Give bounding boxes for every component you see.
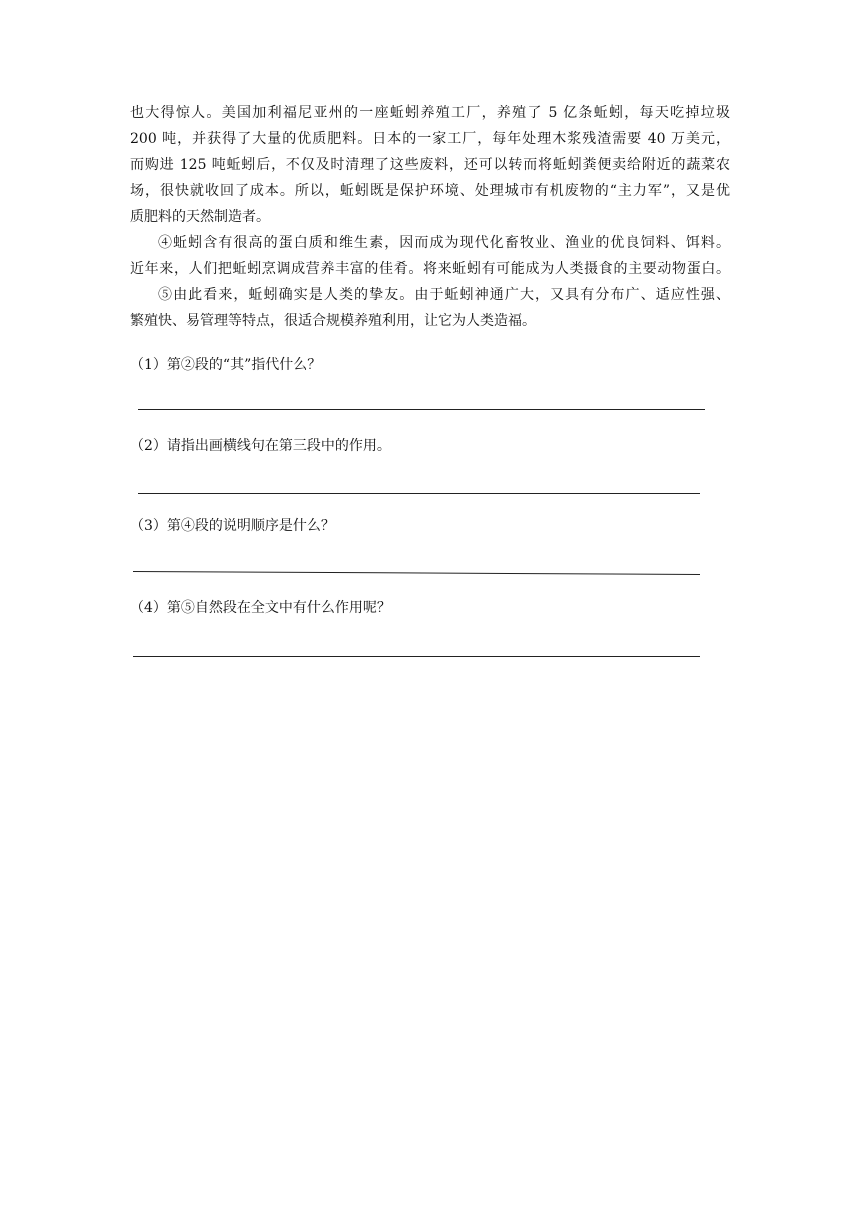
- passage-text: [130, 100, 730, 334]
- passage-line: 200 吨，并获得了大量的优质肥料。日本的一家工厂，每年处理木浆残渣需要 40 万美元，: [130, 131, 730, 147]
- passage-line: 而购进 125 吨蚯蚓后，不仅及时清理了这些废料，还可以转而将蚯蚓粪便卖给附近的蔬菜农: [130, 157, 730, 173]
- passage-line: ⑤由此看来，蚯蚓确实是人类的挚友。由于蚯蚓神通广大，又具有分布广、适应性强、: [158, 287, 730, 303]
- question-4: （4）第⑤自然段在全文中有什么作用呢？: [130, 600, 391, 616]
- answer-line-3[interactable]: [133, 571, 700, 575]
- passage-line: 质肥料的天然制造者。: [130, 209, 270, 225]
- passage-line: ④蚯蚓含有很高的蛋白质和维生素，因而成为现代化畜牧业、渔业的优良饲料、饵料。: [158, 235, 730, 251]
- answer-line-4[interactable]: [133, 656, 700, 657]
- question-1: （1）第②段的“其”指代什么？: [130, 357, 322, 373]
- passage-line: 近年来，人们把蚯蚓烹调成营养丰富的佳肴。将来蚯蚓有可能成为人类摄食的主要动物蛋白。: [130, 261, 730, 277]
- question-2: （2）请指出画横线句在第三段中的作用。: [130, 438, 391, 454]
- passage-line: 场，很快就收回了成本。所以，蚯蚓既是保护环境、处理城市有机废物的“主力军”，又是优: [130, 183, 730, 199]
- answer-line-1[interactable]: [138, 409, 705, 410]
- passage-line: 繁殖快、易管理等特点，很适合规模养殖利用，让它为人类造福。: [130, 313, 536, 329]
- passage-line: 也大得惊人。美国加利福尼亚州的一座蚯蚓养殖工厂，养殖了 5 亿条蚯蚓，每天吃掉垃圾: [130, 105, 730, 121]
- answer-line-2[interactable]: [138, 493, 700, 494]
- question-3: （3）第④段的说明顺序是什么？: [130, 518, 335, 534]
